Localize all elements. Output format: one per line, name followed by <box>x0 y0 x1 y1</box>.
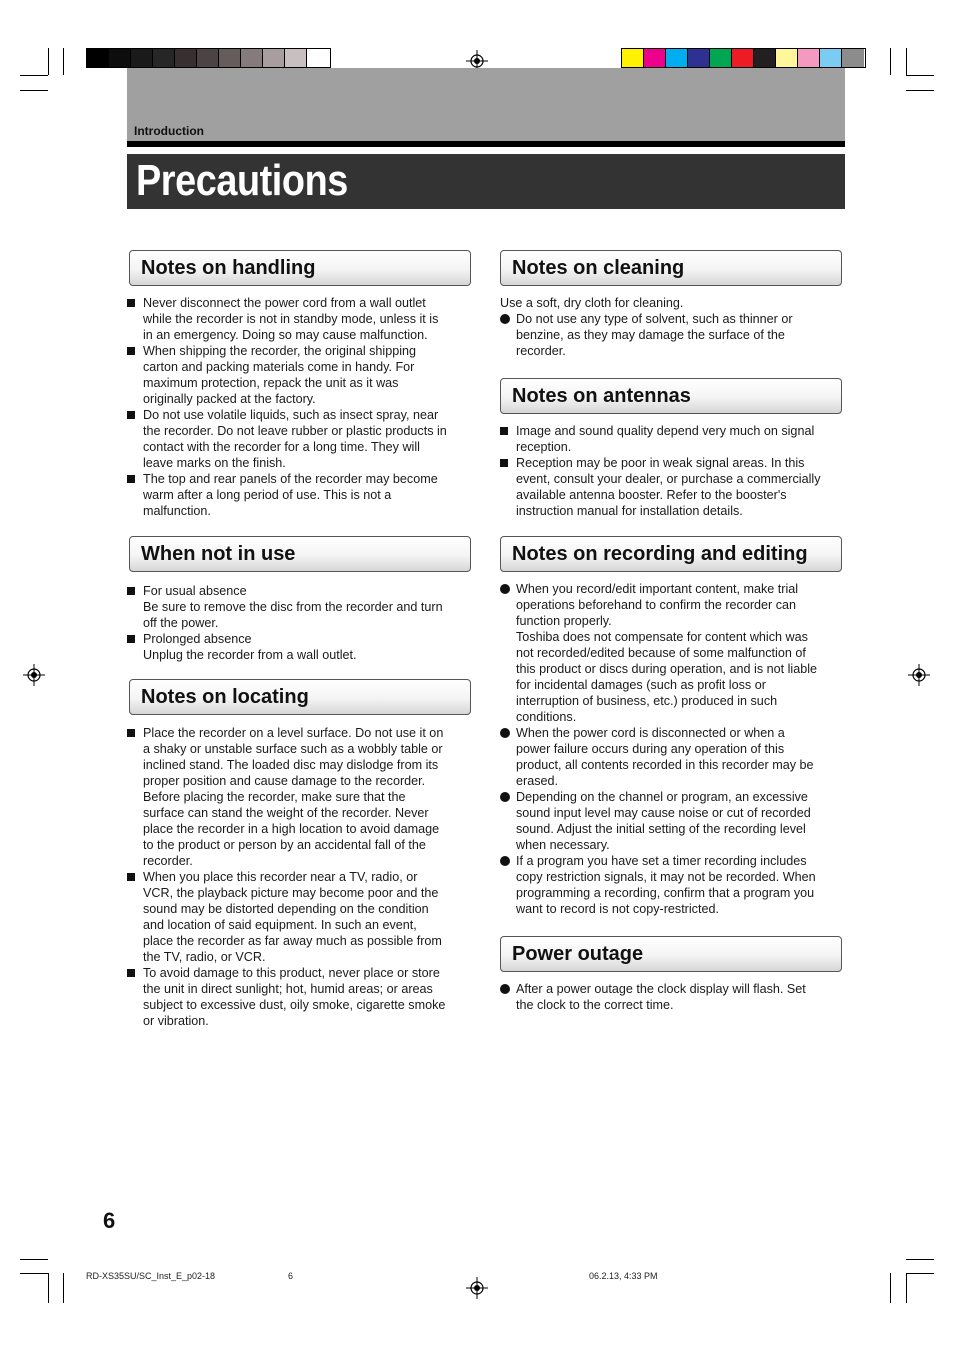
list-item-line: while the recorder is not in standby mode, unless it is <box>143 312 439 326</box>
bullet-square-icon <box>127 475 135 483</box>
crop-mark <box>63 48 64 75</box>
list-item-line: interruption of business, etc.) produced in such <box>516 694 778 708</box>
list-item <box>127 407 477 471</box>
list-item-line: product, all contents recorded in this recorder may be <box>516 758 814 772</box>
list-not-in-use <box>127 583 477 663</box>
crop-mark <box>890 1273 891 1303</box>
bullet-dot-icon <box>500 728 510 738</box>
crop-mark <box>890 48 891 75</box>
list-locating <box>127 725 477 1029</box>
color-swatch <box>175 49 197 67</box>
list-power-outage <box>500 981 850 1013</box>
bullet-dot-icon <box>500 856 510 866</box>
crop-mark <box>906 1273 934 1274</box>
list-item-line: when necessary. <box>516 838 610 852</box>
list-item-line: copy restriction signals, it may not be recorded. When <box>516 870 816 884</box>
color-swatch <box>842 49 864 67</box>
list-item-line: Do not use volatile liquids, such as insect spray, near <box>143 408 439 422</box>
color-swatch <box>732 49 754 67</box>
list-item-line: If a program you have set a timer recording includes <box>516 854 807 868</box>
list-recording <box>500 581 850 917</box>
list-item <box>500 581 850 725</box>
list-item <box>500 853 850 917</box>
list-item-line: in an emergency. Doing so may cause malfunction. <box>143 328 428 342</box>
list-item-line: instruction manual for installation details. <box>516 504 743 518</box>
color-swatch <box>666 49 688 67</box>
list-item-line: Do not use any type of solvent, such as thinner or <box>516 312 793 326</box>
list-item-line: Before placing the recorder, make sure that the <box>143 790 406 804</box>
page-number: 6 <box>103 1208 116 1233</box>
cleaning-body <box>500 295 850 359</box>
list-item <box>500 455 850 519</box>
list-item <box>127 583 477 631</box>
list-item <box>500 725 850 789</box>
list-item-line: want to record is not copy-restricted. <box>516 902 719 916</box>
color-swatch <box>285 49 307 67</box>
list-item-line: benzine, as they may damage the surface of the <box>516 328 785 342</box>
footer-timestamp: 06.2.13, 4:33 PM <box>589 1271 658 1281</box>
crop-mark <box>20 75 48 76</box>
list-item-line: function properly. <box>516 614 612 628</box>
heading-notes-on-recording-and-editing: Notes on recording and editing <box>500 536 842 572</box>
header-rule <box>127 141 845 147</box>
list-item <box>127 725 477 869</box>
list-item-line: contact with the recorder for a long time. They will <box>143 440 420 454</box>
list-item-line: Never disconnect the power cord from a wall outlet <box>143 296 426 310</box>
heading-notes-on-handling: Notes on handling <box>129 250 471 286</box>
list-item-line: Toshiba does not compensate for content which was <box>516 630 808 644</box>
list-item-line: sound input level may cause noise or cut of recorded <box>516 806 811 820</box>
list-item-line: Reception may be poor in weak signal areas. In this <box>516 456 805 470</box>
bullet-square-icon <box>127 635 135 643</box>
list-item-line: this product or discs during operation, and is not liable <box>516 662 818 676</box>
color-swatch <box>219 49 241 67</box>
list-item-line: to the product or person by an accidental fall of the <box>143 838 426 852</box>
color-swatch <box>153 49 175 67</box>
list-item <box>500 423 850 455</box>
registration-mark-icon <box>466 1277 488 1299</box>
list-item-line: place the recorder in a high location to avoid damage <box>143 822 440 836</box>
crop-mark <box>906 90 934 91</box>
cleaning-intro: Use a soft, dry cloth for cleaning. <box>500 296 684 310</box>
list-item-line: VCR, the playback picture may become poor and the <box>143 886 439 900</box>
color-swatch <box>644 49 666 67</box>
list-item-line: When shipping the recorder, the original shipping <box>143 344 417 358</box>
list-item-line: Depending on the channel or program, an excessive <box>516 790 808 804</box>
header-band <box>127 68 845 141</box>
bullet-square-icon <box>127 873 135 881</box>
registration-mark-icon <box>23 664 45 686</box>
crop-mark <box>20 1273 48 1274</box>
list-item-line: erased. <box>516 774 559 788</box>
color-swatch <box>131 49 153 67</box>
crop-mark <box>906 1259 934 1260</box>
section-label: Introduction <box>134 124 204 138</box>
list-item-line: power failure occurs during any operation of this <box>516 742 785 756</box>
grayscale-calibration-bar <box>86 48 331 68</box>
footer-page: 6 <box>288 1271 294 1281</box>
bullet-square-icon <box>127 411 135 419</box>
list-item-line: maximum protection, repack the unit as it was <box>143 376 399 390</box>
color-swatch <box>754 49 776 67</box>
crop-mark <box>48 1273 49 1303</box>
list-item <box>127 471 477 519</box>
list-item-line: carton and packing materials come in handy. For <box>143 360 415 374</box>
bullet-dot-icon <box>500 792 510 802</box>
list-antennas <box>500 423 850 519</box>
heading-power-outage: Power outage <box>500 936 842 972</box>
list-item-line: After a power outage the clock display will flash. Set <box>516 982 806 996</box>
list-item-line: Be sure to remove the disc from the recorder and turn <box>143 600 443 614</box>
heading-notes-on-antennas: Notes on antennas <box>500 378 842 414</box>
list-item-line: Image and sound quality depend very much on signal <box>516 424 815 438</box>
list-item-line: the recorder. Do not leave rubber or plastic products in <box>143 424 447 438</box>
heading-when-not-in-use: When not in use <box>129 536 471 572</box>
crop-mark <box>906 75 934 76</box>
list-item-line: When you record/edit important content, make trial <box>516 582 799 596</box>
bullet-square-icon <box>127 729 135 737</box>
bullet-dot-icon <box>500 314 510 324</box>
list-item-line: sound may be distorted depending on the condition <box>143 902 429 916</box>
heading-notes-on-locating: Notes on locating <box>129 679 471 715</box>
color-swatch <box>798 49 820 67</box>
list-item-line: or vibration. <box>143 1014 209 1028</box>
bullet-square-icon <box>127 299 135 307</box>
list-item <box>127 965 477 1029</box>
list-item-line: When you place this recorder near a TV, radio, or <box>143 870 418 884</box>
list-item-line: leave marks on the finish. <box>143 456 286 470</box>
registration-mark-icon <box>908 664 930 686</box>
list-item-line: proper position and cause damage to the recorder. <box>143 774 426 788</box>
crop-mark <box>63 1273 64 1303</box>
list-item-line: Unplug the recorder from a wall outlet. <box>143 648 357 662</box>
bullet-square-icon <box>127 347 135 355</box>
list-item-line: off the power. <box>143 616 219 630</box>
bullet-dot-icon <box>500 584 510 594</box>
list-cleaning <box>500 311 850 359</box>
list-item-line: Prolonged absence <box>143 632 252 646</box>
list-item-line: recorder. <box>143 854 193 868</box>
page-title: Precautions <box>136 156 348 205</box>
list-item <box>127 343 477 407</box>
list-item-line: programming a recording, confirm that a program you <box>516 886 815 900</box>
list-item-line: operations beforehand to confirm the recorder can <box>516 598 797 612</box>
list-item-line: inclined stand. The loaded disc may dislodge from its <box>143 758 439 772</box>
color-swatch <box>241 49 263 67</box>
color-swatch <box>263 49 285 67</box>
list-item <box>127 869 477 965</box>
list-item-line: To avoid damage to this product, never place or store <box>143 966 440 980</box>
heading-notes-on-cleaning: Notes on cleaning <box>500 250 842 286</box>
color-swatch <box>87 49 109 67</box>
crop-mark <box>48 48 49 75</box>
list-item <box>500 981 850 1013</box>
list-item <box>500 789 850 853</box>
list-item-line: the TV, radio, or VCR. <box>143 950 266 964</box>
bullet-square-icon <box>500 427 508 435</box>
list-item-line: surface can stand the weight of the recorder. Never <box>143 806 429 820</box>
crop-mark <box>906 1273 907 1303</box>
color-swatch <box>688 49 710 67</box>
list-item-line: for incidental damages (such as profit loss or <box>516 678 766 692</box>
footer-filename: RD-XS35SU/SC_Inst_E_p02-18 <box>86 1271 216 1281</box>
list-item-line: warm after a long period of use. This is not a <box>143 488 392 502</box>
list-item-line: place the recorder as far away much as possible from <box>143 934 442 948</box>
list-item-line: For usual absence <box>143 584 247 598</box>
bullet-dot-icon <box>500 984 510 994</box>
color-calibration-bar <box>621 48 866 68</box>
crop-mark <box>20 90 48 91</box>
list-item <box>127 295 477 343</box>
color-swatch <box>197 49 219 67</box>
list-item-line: The top and rear panels of the recorder may become <box>143 472 438 486</box>
list-item-line: the clock to the correct time. <box>516 998 674 1012</box>
list-item-line: a shaky or unstable surface such as a wobbly table or <box>143 742 443 756</box>
list-item-line: not recorded/edited because of some malfunction of <box>516 646 806 660</box>
list-item <box>500 311 850 359</box>
list-item-line: reception. <box>516 440 572 454</box>
color-swatch <box>820 49 842 67</box>
list-item-line: the unit in direct sunlight; hot, humid areas; or areas <box>143 982 433 996</box>
list-item <box>127 631 477 663</box>
list-item-line: recorder. <box>516 344 566 358</box>
list-item-line: and location of said equipment. In such an event, <box>143 918 417 932</box>
list-item-line: Place the recorder on a level surface. Do not use it on <box>143 726 444 740</box>
color-swatch <box>776 49 798 67</box>
color-swatch <box>307 49 329 67</box>
list-item-line: originally packed at the factory. <box>143 392 316 406</box>
list-item-line: event, consult your dealer, or purchase a commercially <box>516 472 821 486</box>
list-item-line: malfunction. <box>143 504 211 518</box>
list-handling <box>127 295 477 519</box>
list-item-line: available antenna booster. Refer to the booster's <box>516 488 787 502</box>
bullet-square-icon <box>127 587 135 595</box>
color-swatch <box>622 49 644 67</box>
bullet-square-icon <box>127 969 135 977</box>
color-swatch <box>109 49 131 67</box>
bullet-square-icon <box>500 459 508 467</box>
crop-mark <box>906 48 907 75</box>
list-item-line: conditions. <box>516 710 577 724</box>
list-item-line: When the power cord is disconnected or when a <box>516 726 785 740</box>
crop-mark <box>20 1259 48 1260</box>
color-swatch <box>710 49 732 67</box>
list-item-line: subject to excessive dust, oily smoke, cigarette smoke <box>143 998 446 1012</box>
list-item-line: sound. Adjust the initial setting of the recording level <box>516 822 806 836</box>
